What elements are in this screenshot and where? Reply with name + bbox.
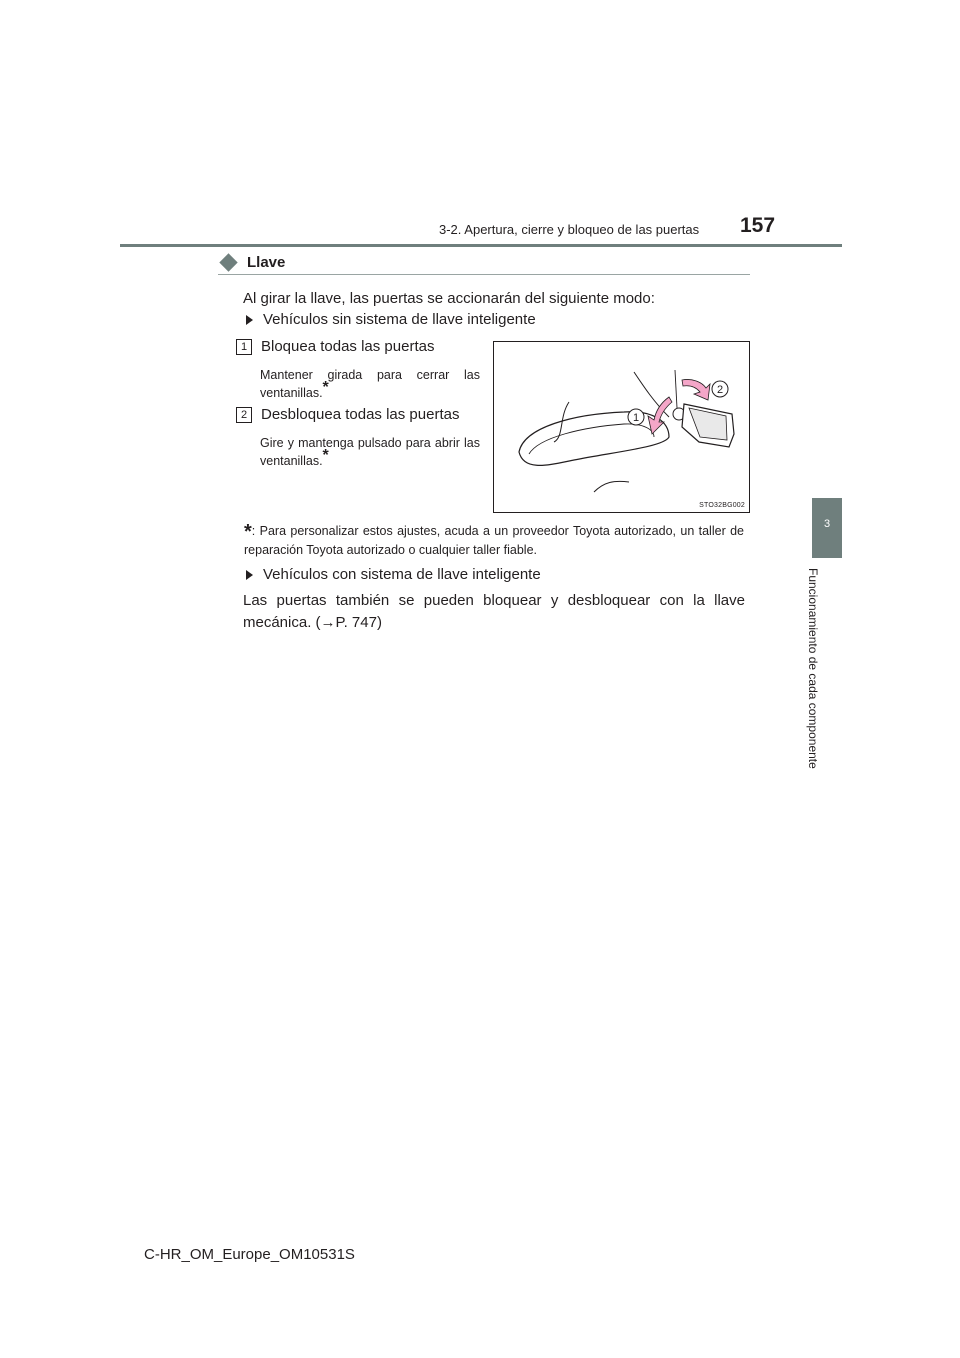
- triangle-bullet-icon: [246, 570, 253, 580]
- item-1-title: Bloquea todas las puertas: [261, 338, 435, 355]
- unlock-arrow: [682, 379, 710, 400]
- number-badge-1: 1: [236, 339, 252, 355]
- number-badge-2: 2: [236, 407, 252, 423]
- item-2-desc: Gire y mantenga pulsado para abrir las ventanillas.: [260, 436, 480, 468]
- document-id: C-HR_OM_Europe_OM10531S: [144, 1246, 355, 1263]
- footnote-mark: *: [244, 521, 252, 543]
- chapter-number: 3: [823, 518, 831, 530]
- door-handle-key-drawing: [494, 342, 749, 512]
- bullet-no-smart-key: [246, 311, 536, 328]
- intro-text: Al girar la llave, las puertas se accionarán del siguiente modo:: [243, 290, 655, 307]
- bullet-text: Vehículos sin sistema de llave inteligente: [263, 311, 536, 328]
- mechanical-key-paragraph: Las puertas también se pueden bloquear y desbloquear con la llave mecánica. (→P. 747): [243, 592, 745, 631]
- running-header: 3-2. Apertura, cierre y bloqueo de las puertas: [439, 222, 700, 237]
- chapter-label: Funcionamiento de cada componente: [806, 568, 820, 769]
- asterisk-mark: *: [322, 446, 329, 464]
- section-title: Llave: [247, 254, 286, 271]
- callout-1: 1: [632, 412, 640, 424]
- callout-2: 2: [716, 384, 724, 396]
- figure-code: STO32BG002: [699, 502, 745, 509]
- diamond-icon: [219, 253, 237, 271]
- item-2-title: Desbloquea todas las puertas: [261, 406, 460, 423]
- item-1-title-row: [236, 338, 434, 355]
- footnote: [244, 522, 744, 559]
- section-rule: [218, 274, 750, 275]
- section-heading: [219, 254, 285, 271]
- asterisk-mark: *: [322, 378, 329, 396]
- item-1-text: [260, 366, 480, 402]
- item-2-title-row: [236, 406, 459, 423]
- header-rule: [120, 244, 842, 247]
- item-1-desc: Mantener girada para cerrar las ventanillas.: [260, 368, 480, 400]
- bullet-smart-key: [246, 566, 541, 583]
- key-illustration: [493, 341, 750, 513]
- page-number: 157: [740, 214, 776, 237]
- item-2-text: [260, 434, 480, 470]
- bullet-text: Vehículos con sistema de llave inteligente: [263, 566, 541, 583]
- triangle-bullet-icon: [246, 315, 253, 325]
- footnote-text: : Para personalizar estos ajustes, acuda a un proveedor Toyota autorizado, un taller de reparación Toyota autorizado o cualquier taller fiable.: [244, 524, 744, 557]
